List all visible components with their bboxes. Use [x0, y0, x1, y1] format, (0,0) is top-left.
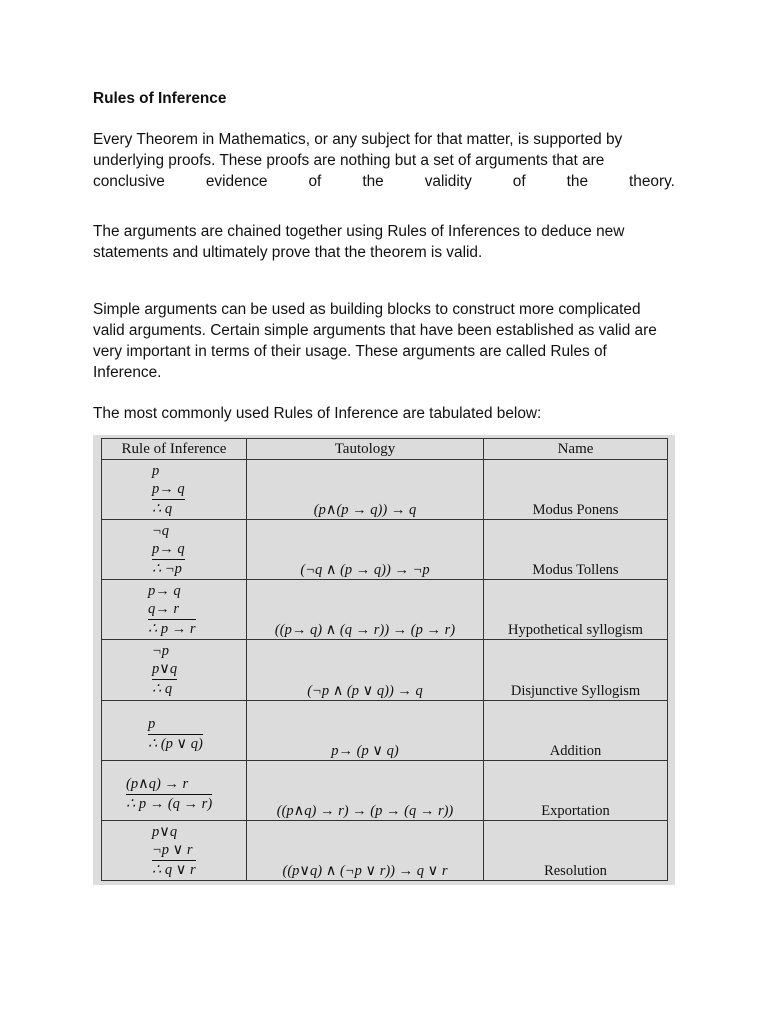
table-row	[102, 820, 668, 880]
table-row	[102, 700, 668, 760]
rule-cell	[102, 520, 247, 580]
page-title: Rules of Inference	[93, 90, 227, 107]
rule-cell	[102, 640, 247, 700]
conclusion: ∴ q ∨ r	[152, 861, 196, 878]
tautology-cell: (¬q ∧ (p → q)) → ¬p	[247, 520, 484, 580]
tautology-cell: (¬p ∧ (p ∨ q)) → q	[247, 640, 484, 700]
premise: ¬p ∨ r	[152, 841, 193, 858]
word: theory.	[629, 173, 675, 190]
paragraph-chaining: The arguments are chained together using Rules of Inferences to deduce new statements and ultimately prove that the theorem is valid.	[93, 223, 625, 261]
conclusion: ∴ (p ∨ q)	[148, 735, 203, 752]
table-row	[102, 520, 668, 580]
table-row	[102, 760, 668, 820]
name-cell: Exportation	[484, 760, 668, 820]
premise: p→ q	[148, 583, 181, 600]
premise: p	[152, 463, 160, 479]
premise: (p∧q) → r	[126, 775, 189, 792]
tautology-cell: ((p→ q) ∧ (q → r)) → (p → r)	[247, 580, 484, 640]
rule-cell	[102, 760, 247, 820]
name-cell: Resolution	[484, 820, 668, 880]
rule-cell	[102, 460, 247, 520]
conclusion: ∴ q	[152, 499, 185, 518]
tautology-cell: ((p∨q) ∧ (¬p ∨ r)) → q ∨ r	[247, 820, 484, 880]
paragraph-intro-line-3	[93, 171, 675, 192]
word: conclusive	[93, 173, 165, 190]
word: of	[308, 173, 322, 190]
tautology-cell: (p∧(p → q)) → q	[247, 460, 484, 520]
tautology-cell: ((p∧q) → r) → (p → (q → r))	[247, 760, 484, 820]
rule-cell	[102, 820, 247, 880]
header-tautology: Tautology	[247, 439, 484, 460]
premise: q→ r	[148, 601, 180, 618]
name-cell: Modus Tollens	[484, 520, 668, 580]
table-row	[102, 640, 668, 700]
table-row	[102, 580, 668, 640]
paragraph-intro	[93, 129, 675, 192]
name-cell: Hypothetical syllogism	[484, 580, 668, 640]
premise: ¬q	[152, 523, 170, 540]
word: validity	[424, 173, 472, 190]
conclusion: ∴ p → (q → r)	[126, 795, 213, 812]
premise: p∨q	[152, 823, 178, 840]
premise: p∨q	[152, 661, 178, 678]
premise: p→ q	[152, 541, 185, 558]
paragraph-intro-line-1: Every Theorem in Mathematics, or any subject for that matter, is supported by	[93, 131, 623, 148]
name-cell: Disjunctive Syllogism	[484, 640, 668, 700]
name-cell: Modus Ponens	[484, 460, 668, 520]
table-header-row	[102, 439, 668, 460]
paragraph-intro-line-2: underlying proofs. These proofs are nothing but a set of arguments that are	[93, 152, 605, 169]
table-row	[102, 460, 668, 520]
rules-table-figure	[93, 435, 675, 885]
conclusion: ∴ p → r	[148, 621, 196, 638]
header-rule: Rule of Inference	[102, 439, 247, 460]
rule-cell	[102, 700, 247, 760]
tautology-cell: p→ (p ∨ q)	[247, 700, 484, 760]
premise: p→ q	[152, 481, 185, 497]
paragraph-table-intro: The most commonly used Rules of Inference are tabulated below:	[93, 405, 542, 422]
premise: p	[148, 715, 156, 732]
header-name: Name	[484, 439, 668, 460]
word: evidence	[205, 173, 268, 190]
premise: ¬p	[152, 643, 170, 660]
name-cell: Addition	[484, 700, 668, 760]
word: the	[362, 173, 384, 190]
rule-cell	[102, 580, 247, 640]
rules-table	[101, 438, 668, 881]
word: of	[512, 173, 526, 190]
word: the	[566, 173, 589, 190]
paragraph-building-blocks: Simple arguments can be used as building blocks to construct more complicated valid arguments. Certain simple arguments that have been established as valid are very important in terms of their usage. These arguments are called Rules of Inference.	[93, 301, 657, 381]
conclusion: ∴ q	[152, 679, 177, 698]
conclusion: ∴ ¬p	[152, 559, 185, 578]
